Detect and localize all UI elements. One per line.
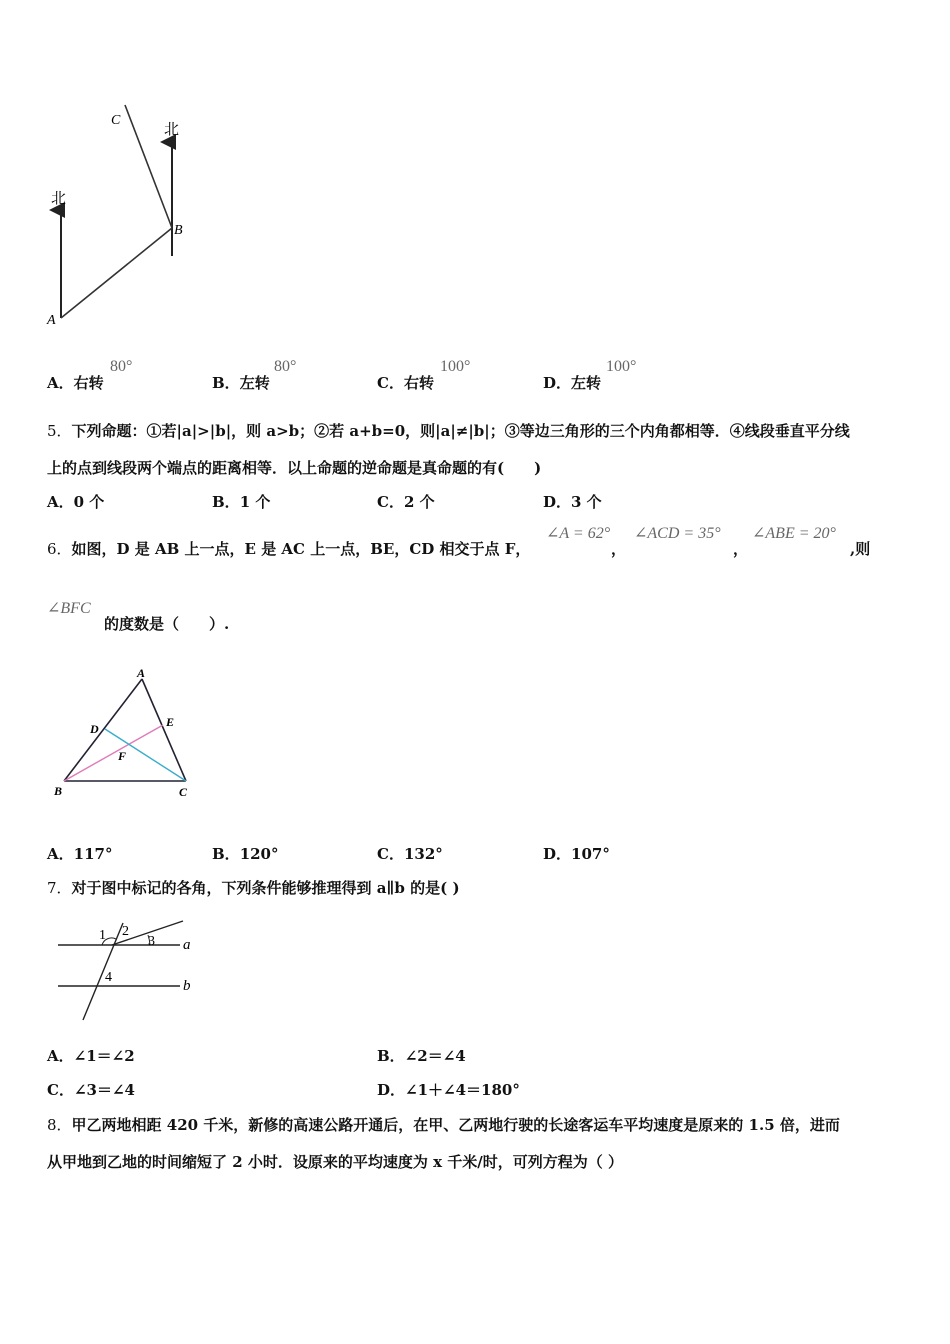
q7-option-b: B．∠2＝∠4: [377, 1047, 466, 1065]
q7-option-c: C．∠3＝∠4: [47, 1081, 135, 1099]
point-label-b: B: [174, 223, 183, 238]
q6-math-angle-acd: ∠ACD = 35°: [634, 525, 721, 542]
q5-line1: 5．下列命题：①若|a|>|b|，则 a>b；②若 a+b=0，则|a|≠|b|；③等边三角形的三个内角都相等．④线段垂直平分线: [47, 422, 850, 440]
angle-label-3: 3: [148, 934, 155, 949]
tri-label-d: D: [90, 722, 99, 736]
segment-ab: [61, 228, 172, 318]
north-label-1: 北: [51, 191, 67, 207]
angle-label-1: 1: [99, 928, 106, 943]
point-label-c: C: [111, 113, 121, 128]
q6-option-a: A．117°: [47, 845, 113, 863]
q7-option-d: D．∠1＋∠4＝180°: [377, 1081, 520, 1099]
north-label-2: 北: [164, 122, 180, 138]
q4-option-a-angle: 80°: [110, 358, 133, 375]
angle-label-2: 2: [122, 924, 129, 939]
q4-option-a: A．右转: [47, 374, 104, 392]
tri-label-a: A: [137, 666, 146, 680]
q4-option-c-angle: 100°: [440, 358, 471, 375]
q6-option-c: C．132°: [377, 845, 443, 863]
q8-line1: 8．甲乙两地相距 420 千米，新修的高速公路开通后，在甲、乙两地行驶的长途客运车平均速度是原来的 1.5 倍，进而: [47, 1116, 840, 1134]
q6-text1: 6．如图，D 是 AB 上一点，E 是 AC 上一点，BE，CD 相交于点 F，: [47, 540, 531, 558]
direction-figure: [40, 100, 200, 335]
q5-option-b: B．1 个: [212, 493, 271, 511]
tri-label-c: C: [179, 785, 188, 799]
q6-math-angle-bfc: ∠BFC: [47, 600, 91, 617]
q6-math-angle-abe: ∠ABE = 20°: [752, 525, 836, 542]
point-label-a: A: [47, 313, 56, 328]
angle-label-4: 4: [105, 970, 112, 985]
q5-line2: 上的点到线段两个端点的距离相等．以上命题的逆命题是真命题的有( ): [47, 459, 542, 477]
q6-option-d: D．107°: [543, 845, 610, 863]
tri-label-f: F: [118, 749, 127, 763]
triangle-figure: [48, 665, 198, 805]
q6-option-b: B．120°: [212, 845, 279, 863]
segment-be: [64, 725, 163, 781]
q5-option-d: D．3 个: [543, 493, 602, 511]
q6-math-angle-a: ∠A = 62°: [546, 525, 611, 542]
q6-text3: 的度数是（ ）.: [104, 615, 230, 633]
q4-option-c: C．右转: [377, 374, 434, 392]
side-ac: [142, 679, 186, 781]
q4-option-d-angle: 100°: [606, 358, 637, 375]
q6-sep1: ，: [611, 540, 627, 558]
q6-sep2: ，: [733, 540, 749, 558]
q4-option-d: D．左转: [543, 374, 602, 392]
q6-text2: ,则: [850, 540, 871, 558]
line-label-b: b: [183, 978, 191, 994]
q7-option-a: A．∠1＝∠2: [47, 1047, 135, 1065]
q5-option-a: A．0 个: [47, 493, 105, 511]
q8-line2: 从甲地到乙地的时间缩短了 2 小时．设原来的平均速度为 x 千米/时，可列方程为（ ）: [47, 1153, 623, 1171]
line-label-a: a: [183, 937, 191, 953]
parallel-lines-figure: [50, 915, 210, 1025]
q4-option-b: B．左转: [212, 374, 270, 392]
q7-text: 7．对于图中标记的各角，下列条件能够推理得到 a∥b 的是( ): [47, 879, 460, 897]
tri-label-e: E: [166, 715, 175, 729]
q5-option-c: C．2 个: [377, 493, 435, 511]
q4-option-b-angle: 80°: [274, 358, 297, 375]
side-ab: [64, 679, 142, 781]
tri-label-b: B: [54, 784, 63, 798]
